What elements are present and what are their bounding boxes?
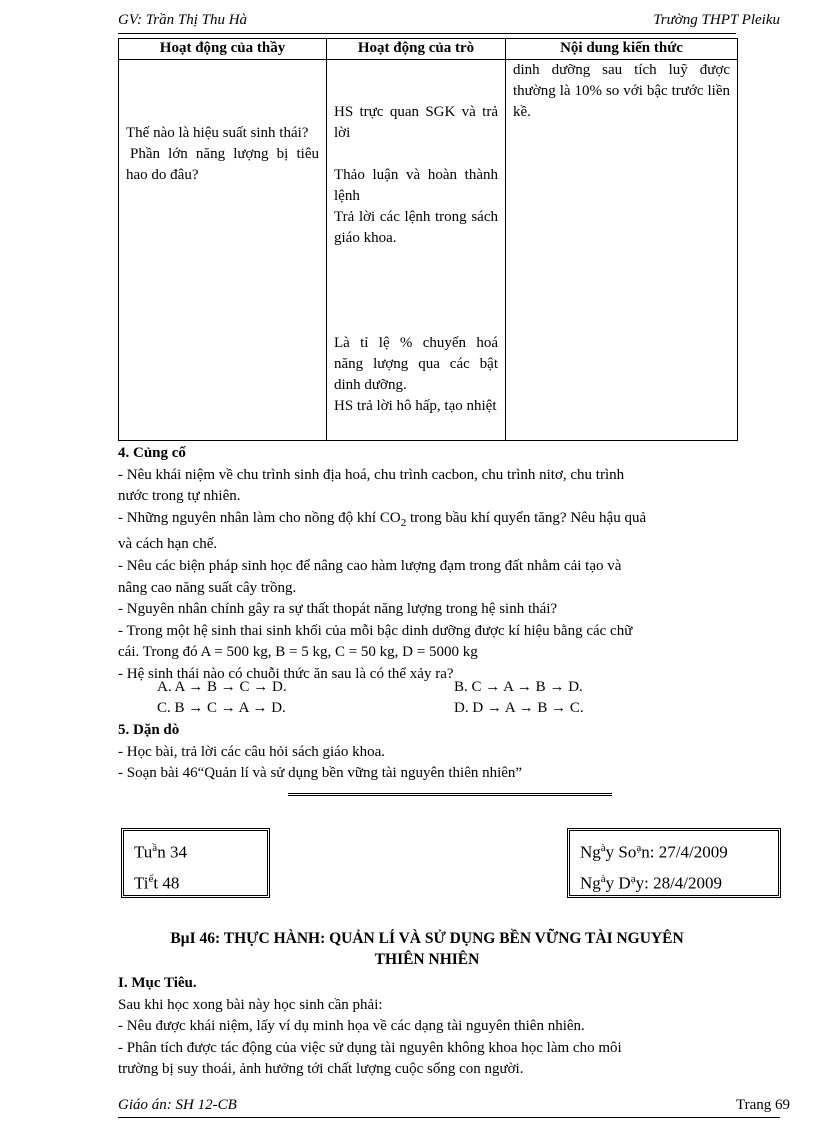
section-5-title: 5. Dặn dò [118,722,180,738]
content-cell [506,60,738,441]
week-period-box [121,828,270,898]
col-header-content: Nội dung kiến thức [506,39,738,60]
dates-box [567,828,781,898]
section-5-line: - Học bài, trả lời các câu hỏi sách giáo khoa. [118,743,385,760]
option-c: C. B → C → A → D. [157,700,286,716]
prep-text: Ng [580,842,601,862]
section-5-line: - Soạn bài 46“Quản lí và sử dụng bền vững tài nguyên thiên nhiên” [118,765,523,782]
footer-rule [118,1117,780,1118]
option-b: B. C → A → B → D. [454,679,583,695]
footer-lesson-plan: Giáo án: SH 12-CB [118,1097,237,1113]
week-accent: ầ [152,842,158,854]
teacher-cell [119,60,327,441]
teach-accent: à [600,872,606,885]
prep-date [580,835,768,866]
option-d: D. D → A → B → C. [454,700,584,716]
prep-value: n: 27/4/2009 [641,842,728,862]
section-4-title: 4. Củng cố [118,445,186,461]
student-answer-2: Thảo luận và hoàn thành lệnh [334,167,498,204]
header-rule [118,33,736,34]
section-4-line: - Nguyên nhân chính gây ra sự thất thopát năng lượng trong hệ sinh thái? [118,601,558,618]
section-4-line: và cách hạn chế. [118,536,218,553]
prep-accent-2: ạ [636,842,642,854]
week-text: Tu [134,842,153,862]
section-divider [288,793,612,796]
objective-line: Sau khi học xong bài này học sinh cần phải: [118,996,383,1013]
lesson-title-cont: THIÊN NHIÊN [374,951,480,968]
prep-accent: à [600,842,606,854]
prep-text-2: y So [605,842,637,862]
section-4-line: nâng cao năng suất cây trồng. [118,579,297,596]
teach-accent-2: ạ [630,872,636,885]
section-4-line: cái. Trong đó A = 500 kg, B = 5 kg, C = 50 kg, D = 5000 kg [118,644,478,661]
student-answer-1: HS trực quan SGK và trả lời [334,104,498,141]
section-4-line-tail: trong bầu khí quyển tăng? Nêu hậu quả [406,509,647,526]
section-4 [118,443,736,686]
section-4-co2-line [118,508,736,535]
student-cell [327,60,506,441]
teacher-question-2: Phần lớn năng lượng bị tiêu hao do đâu? [126,146,319,183]
section-5 [118,720,736,785]
col-header-teacher: Hoạt động của thầy [119,39,327,60]
student-answer-4: Là tỉ lệ % chuyển hoá năng lượng qua các bật dinh dưỡng. [334,335,498,393]
teach-text-2: y D [605,873,631,893]
activity-table [118,38,738,441]
col-header-student: Hoạt động của trò [327,39,506,60]
option-a: A. A → B → C → D. [157,679,287,695]
objective-line: trường bị suy thoái, ảnh hưởng tới chất lượng cuộc sống con người. [118,1061,524,1078]
week-number: n 34 [157,842,187,862]
section-4-line: - Nêu khái niệm về chu trình sinh địa hoá, chu trình cacbon, chu trình nitơ, chu trình [118,466,625,483]
period-accent: ế [148,872,154,885]
co2-subscript: 2 [400,516,407,529]
objectives-section [118,973,736,1081]
student-answer-5: HS trả lời hô hấp, tạo nhiệt [334,398,497,414]
lesson-title: BµI 46: THỰC HÀNH: QUẢN LÍ VÀ SỬ DỤNG BỀN VỮNG TÀI NGUYÊN [170,930,684,947]
period-text: Ti [134,873,149,893]
teach-date [580,866,768,897]
footer-page-number: Trang 69 [735,1097,790,1113]
student-answer-3: Trả lời các lệnh trong sách giáo khoa. [334,209,498,246]
period-label [134,866,257,897]
section-4-line: - Những nguyên nhân làm cho nồng độ khí CO [118,509,401,526]
week-label [134,835,257,866]
objectives-heading: I. Mục Tiêu. [118,975,197,991]
teacher-question-1: Thế nào là hiệu suất sinh thái? [126,125,309,141]
content-text: dinh dưỡng sau tích luỹ được thường là 10% so với bậc trước liền kề. [513,62,730,120]
teach-value: y: 28/4/2009 [635,873,723,893]
section-4-line: - Nêu các biện pháp sinh học để nâng cao hàm lượng đạm trong đất nhằm cải tạo và [118,557,622,574]
header-teacher: GV: Trần Thị Thu Hà [118,12,248,28]
section-4-line: nước trong tự nhiên. [118,488,241,505]
period-number: t 48 [153,873,180,893]
header-school: Trường THPT Pleiku [653,12,780,28]
objective-line: - Phân tích được tác động của việc sử dụng tài nguyên không khoa học làm cho môi [118,1039,622,1056]
section-4-line: - Hệ sinh thái nào có chuỗi thức ăn sau là có thể xảy ra? [118,665,454,682]
objective-line: - Nêu được khái niệm, lấy ví dụ minh họa về các dạng tài nguyên thiên nhiên. [118,1018,585,1035]
section-4-line: - Trong một hệ sinh thai sinh khối của mỗi bậc dinh dưỡng được kí hiệu bằng các chữ [118,622,633,639]
teach-text: Ng [580,873,601,893]
